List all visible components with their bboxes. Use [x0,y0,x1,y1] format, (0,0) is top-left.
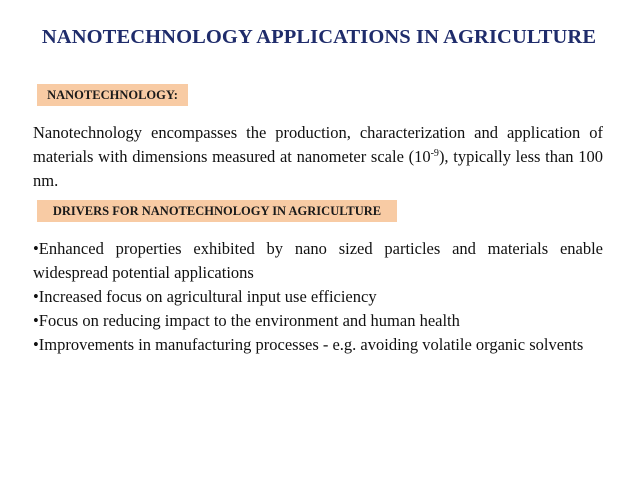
definition-exponent: -9 [430,148,439,159]
list-item: •Enhanced properties exhibited by nano sized particles and materials enable widespread potential applications [33,239,603,282]
definition-text-start: Nanotechnology encompasses the production, characterization and application of materials with dimensions measured at nanometer scale (10 [33,123,603,166]
definition-text-end: ), typically less than 100 nm. [33,147,603,190]
list-item: •Improvements in manufacturing processes - e.g. avoiding volatile organic solvents [33,335,584,354]
drivers-list [33,237,603,357]
definition-paragraph [33,121,603,193]
list-item: •Increased focus on agricultural input use efficiency [33,287,377,306]
slide-title: NANOTECHNOLOGY APPLICATIONS IN AGRICULTURE [41,26,597,48]
section-label-nanotechnology: NANOTECHNOLOGY: [37,84,188,106]
list-item: •Focus on reducing impact to the environment and human health [33,311,460,330]
section-label-drivers: DRIVERS FOR NANOTECHNOLOGY IN AGRICULTURE [37,200,397,222]
